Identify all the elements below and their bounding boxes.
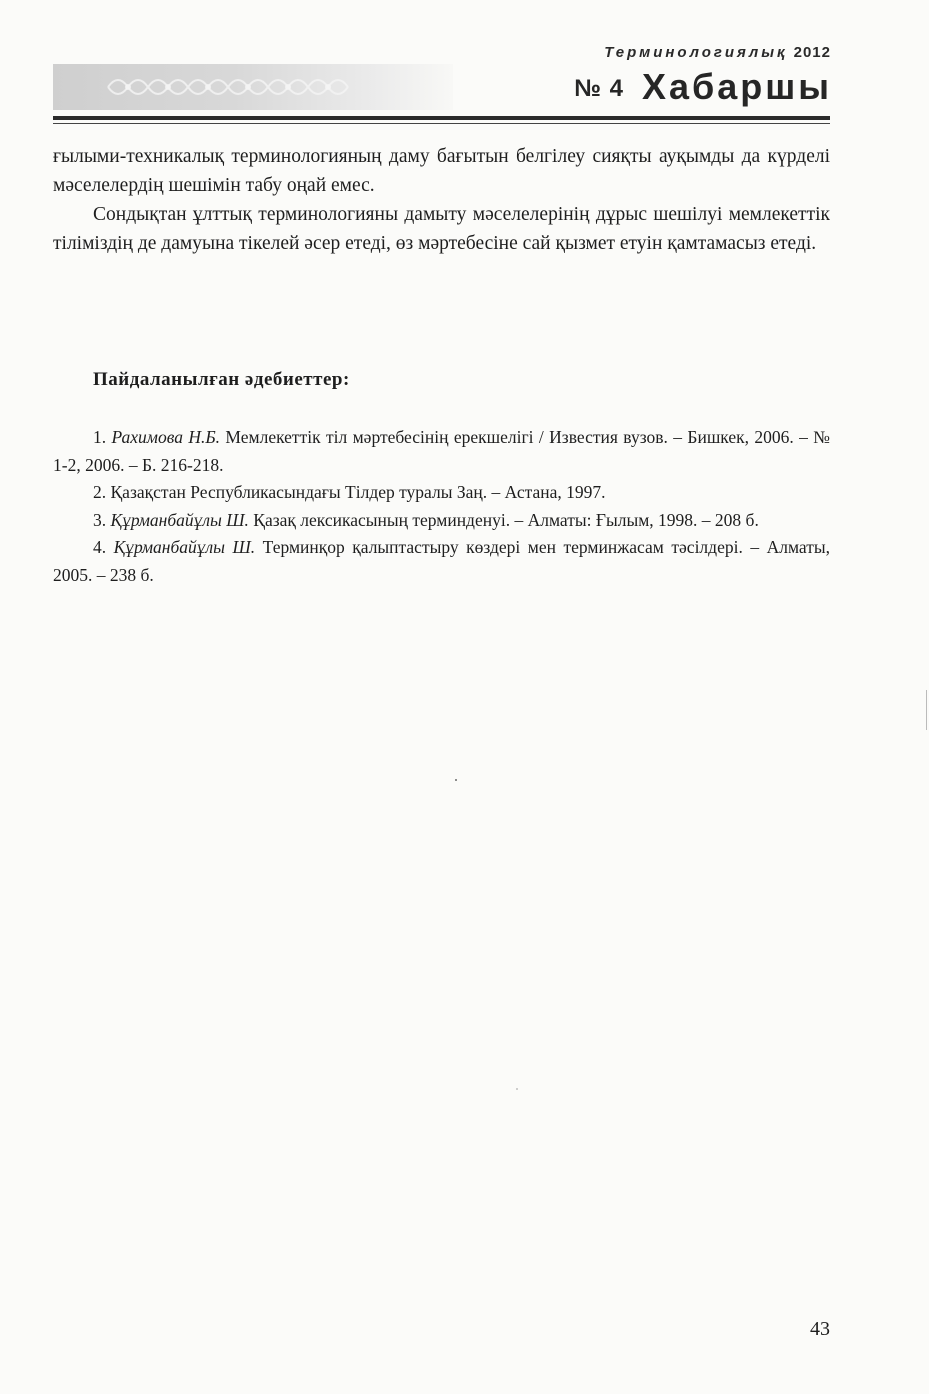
reference-number: 4. bbox=[93, 537, 107, 557]
references-list bbox=[53, 424, 830, 589]
reference-author: Құрманбайұлы Ш. bbox=[110, 509, 249, 530]
reference-number: 1. bbox=[93, 427, 107, 447]
scan-speck bbox=[455, 779, 457, 781]
journal-name: Терминологиялық bbox=[604, 44, 788, 61]
body-paragraph: ғылыми-техникалық терминологияның даму бағытын белгілеу сияқты ауқымды да күрделі мәселелердің шешімін табу оңай емес. bbox=[53, 146, 830, 196]
body-text bbox=[53, 142, 830, 258]
reference-text: Терминқор қалыптастыру көздері мен терминжасам тәсілдері. – Алматы, 2005. – 238 б. bbox=[53, 537, 831, 585]
journal-year: 2012 bbox=[793, 44, 831, 61]
issue-number: № 4 bbox=[574, 75, 624, 102]
journal-title-main: Хабаршы bbox=[641, 66, 832, 107]
journal-issue bbox=[574, 66, 832, 108]
reference-item bbox=[53, 424, 830, 479]
reference-item bbox=[53, 507, 830, 535]
body-paragraph: Сондықтан ұлттық терминологияны дамыту мәселелерінің дұрыс шешілуі мемлекеттік тіліміздің де дамуына тікелей әсер етеді, өз мәртебесіне сай қызмет етуін қамтамасыз етеді. bbox=[53, 204, 830, 254]
reference-author: Рахимова Н.Б. bbox=[111, 427, 221, 447]
reference-text: Қазақстан Республикасындағы Тілдер туралы Заң. – Астана, 1997. bbox=[110, 482, 606, 502]
ornament-pattern-icon bbox=[53, 64, 453, 110]
header-rule-thick bbox=[53, 116, 830, 120]
reference-item bbox=[53, 479, 830, 507]
reference-number: 2. bbox=[93, 482, 107, 502]
reference-author: Құрманбайұлы Ш. bbox=[113, 537, 256, 557]
reference-text: Мемлекеттік тіл мәртебесінің ерекшелігі / Известия вузов. – Бишкек, 2006. – № 1-2, 2006. – Б. 216-218. bbox=[53, 427, 830, 475]
reference-text: Қазақ лексикасының терминденуі. – Алматы: Ғылым, 1998. – 208 б. bbox=[248, 509, 759, 530]
journal-title bbox=[604, 44, 831, 61]
reference-item bbox=[53, 534, 830, 589]
reference-number: 3. bbox=[93, 509, 107, 530]
ornament-band bbox=[53, 64, 453, 110]
scan-edge-mark bbox=[926, 690, 927, 730]
page-number: 43 bbox=[810, 1318, 830, 1340]
references-heading: Пайдаланылған әдебиеттер: bbox=[93, 369, 350, 390]
header-rule-thin bbox=[53, 123, 830, 124]
scan-speck bbox=[516, 1088, 518, 1090]
